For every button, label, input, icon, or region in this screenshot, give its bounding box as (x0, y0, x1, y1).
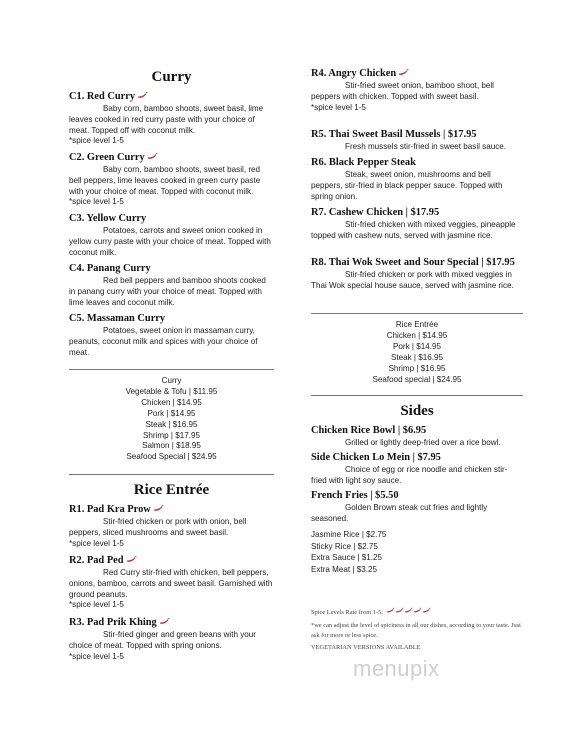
price-list-heading: Rice Entrée (395, 320, 439, 329)
menu-item-r8 (311, 257, 523, 292)
price-line: Shrimp | $17.95 (143, 430, 200, 440)
spice-note: *spice level 1-5 (69, 600, 124, 610)
menu-item-c2 (69, 152, 274, 208)
divider (69, 369, 274, 370)
watermark-logo: menupix (353, 656, 440, 681)
item-name: C4. Panang Curry (69, 263, 151, 274)
spice-note: *spice level 1-5 (69, 538, 124, 548)
price-list-heading: Curry (161, 376, 182, 385)
divider (311, 313, 523, 314)
item-description: Stir-fried sweet onion, bamboo shoot, bell peppers with chicken. Topped with sweet basil. (311, 81, 494, 101)
menu-item-c4 (69, 263, 274, 308)
item-name: R5. Thai Sweet Basil Mussels | $17.95 (311, 129, 477, 140)
price-line: Seafood special | $24.95 (372, 374, 462, 384)
price-line: Steak | $16.95 (145, 419, 198, 429)
section-title-curry: Curry (151, 69, 192, 85)
divider (311, 395, 523, 396)
price-line: Shrimp | $16.95 (388, 363, 446, 373)
item-name: R3. Pad Prik Khing (69, 617, 157, 628)
item-description: Steak, sweet onion, mushrooms and bell peppers, stir-fried in black pepper sauce. Topped with spring onion. (311, 170, 503, 201)
item-name: French Fries | $5.50 (311, 490, 399, 501)
chili-pepper-icon (159, 618, 170, 625)
divider (69, 474, 274, 475)
spice-note: *spice level 1-5 (311, 102, 366, 112)
menu-item-c3 (69, 213, 274, 258)
spice-note: *spice level 1-5 (69, 651, 124, 661)
chili-pepper-icon (386, 607, 395, 614)
chili-pepper-icon (153, 505, 164, 512)
extra-line: Jasmine Rice | $2.75 (311, 530, 387, 539)
side-item-french-fries (311, 490, 523, 525)
item-description: Grilled or lightly deep-fried over a rice bowl. (345, 438, 501, 447)
menu-item-c1 (69, 91, 274, 147)
chili-pepper-icon (404, 607, 413, 614)
chili-pepper-icon (395, 607, 404, 614)
item-description: Baby corn, bamboo shoots, sweet basil, red bell peppers, lime leaves cooked in green curry paste with your choice of meat. Topped with coconut milk. (69, 165, 261, 196)
item-description: Red Curry stir-fried with chicken, bell peppers, onions, bamboo, carrots and sweet basil. Garnished with ground peanuts. (69, 568, 273, 599)
item-name: R7. Cashew Chicken | $17.95 (311, 207, 440, 218)
menu-item-r1 (69, 504, 274, 549)
item-name: C5. Massaman Curry (69, 313, 166, 324)
chili-pepper-icon (137, 92, 148, 99)
chili-pepper-icon (422, 607, 431, 614)
price-line: Salmon | $18.95 (142, 441, 201, 451)
extra-line: Extra Sauce | $1.25 (311, 553, 382, 563)
item-description: Baby corn, bamboo shoots, sweet basil, lime leaves cooked in red curry paste with your choice of meat. Topped off with coconut milk. (69, 104, 264, 135)
extras-list (311, 529, 523, 576)
rice-entree-price-list (311, 320, 523, 385)
price-line: Vegetable & Tofu | $11.95 (125, 386, 218, 396)
menu-item-r4 (311, 68, 523, 113)
menu-item-c5 (69, 313, 274, 358)
side-item-lo-mein (311, 452, 523, 487)
section-title-rice-entree: Rice Entrée (133, 482, 210, 498)
item-description: Fresh mussels stir-fried in sweet basil sauce. (345, 142, 507, 151)
menu-item-r3 (69, 617, 274, 662)
menu-item-r6 (311, 157, 523, 202)
price-line: Steak | $16.95 (390, 352, 444, 362)
item-name: Chicken Rice Bowl | $6.95 (311, 425, 427, 436)
price-line: Chicken | $14.95 (386, 330, 448, 340)
item-description: Choice of egg or rice noodle and chicken stir-fried with light soy sauce. (311, 465, 508, 485)
item-name: R8. Thai Wok Sweet and Sour Special | $17.95 (311, 257, 515, 268)
item-name: C1. Red Curry (69, 91, 136, 102)
price-line: Pork | $14.95 (147, 408, 196, 418)
chili-pepper-icon (413, 607, 422, 614)
extra-line: Extra Meat | $3.25 (311, 565, 377, 575)
chili-pepper-icon (398, 69, 409, 76)
item-description: Potatoes, carrots and sweet onion cooked in yellow curry paste with your choice of meat. Topped with coconut milk. (69, 226, 271, 257)
spice-adjust-note: *we can adjust the level of spiciness in all our dishes, according to your taste. Just ask for more or less spice. (311, 621, 521, 639)
spice-note: *spice level 1-5 (69, 136, 124, 146)
item-name: C2. Green Curry (69, 152, 145, 163)
footnotes (311, 607, 523, 653)
price-line: Pork | $14.95 (393, 341, 441, 351)
price-line: Chicken | $14.95 (141, 397, 202, 407)
item-description: Potatoes, sweet onion in massaman curry, peanuts, coconut milk and spices with your choice of meat. (69, 326, 258, 357)
extra-line: Sticky Rice | $2.75 (311, 541, 378, 551)
item-description: Stir-fried chicken or pork with onion, bell peppers, sliced mushrooms and sweet basil. (69, 517, 247, 537)
menu-item-r2 (69, 555, 274, 611)
item-description: Stir-fried ginger and green beans with your choice of meat. Topped with spring onions. (69, 630, 256, 650)
chili-pepper-icon (126, 556, 137, 563)
price-line: Seafood Special | $24.95 (126, 452, 217, 462)
item-description: Red bell peppers and bamboo shoots cooked in panang curry with your choice of meat. Topped with lime leaves and coconut milk. (69, 276, 266, 307)
item-name: R6. Black Pepper Steak (311, 157, 416, 168)
spice-note: *spice level 1-5 (69, 197, 124, 207)
menu-item-r5 (311, 129, 523, 153)
spice-levels-note: Spice Levels Rate from 1-5. (311, 609, 383, 616)
item-name: Side Chicken Lo Mein | $7.95 (311, 452, 441, 463)
item-name: C3. Yellow Curry (69, 213, 147, 224)
side-item-rice-bowl (311, 425, 523, 449)
vegetarian-note: VEGETARIAN VERSIONS AVAILABLE (311, 643, 421, 651)
chili-pepper-icon (147, 153, 158, 160)
curry-price-list (69, 376, 274, 463)
item-name: R1. Pad Kra Prow (69, 504, 151, 515)
item-description: Stir-fried chicken or pork with mixed veggies in Thai Wok special house sauce, served with jasmine rice. (311, 270, 514, 290)
menu-item-r7 (311, 207, 523, 242)
item-description: Stir-fried chicken with mixed veggies, pineapple topped with cashew nuts, served with jasmine rice. (311, 220, 516, 240)
item-name: R2. Pad Ped (69, 555, 124, 566)
section-title-sides: Sides (400, 403, 434, 419)
item-name: R4. Angry Chicken (311, 68, 397, 79)
item-description: Golden Brown steak cut fries and lightly seasoned. (311, 503, 488, 523)
